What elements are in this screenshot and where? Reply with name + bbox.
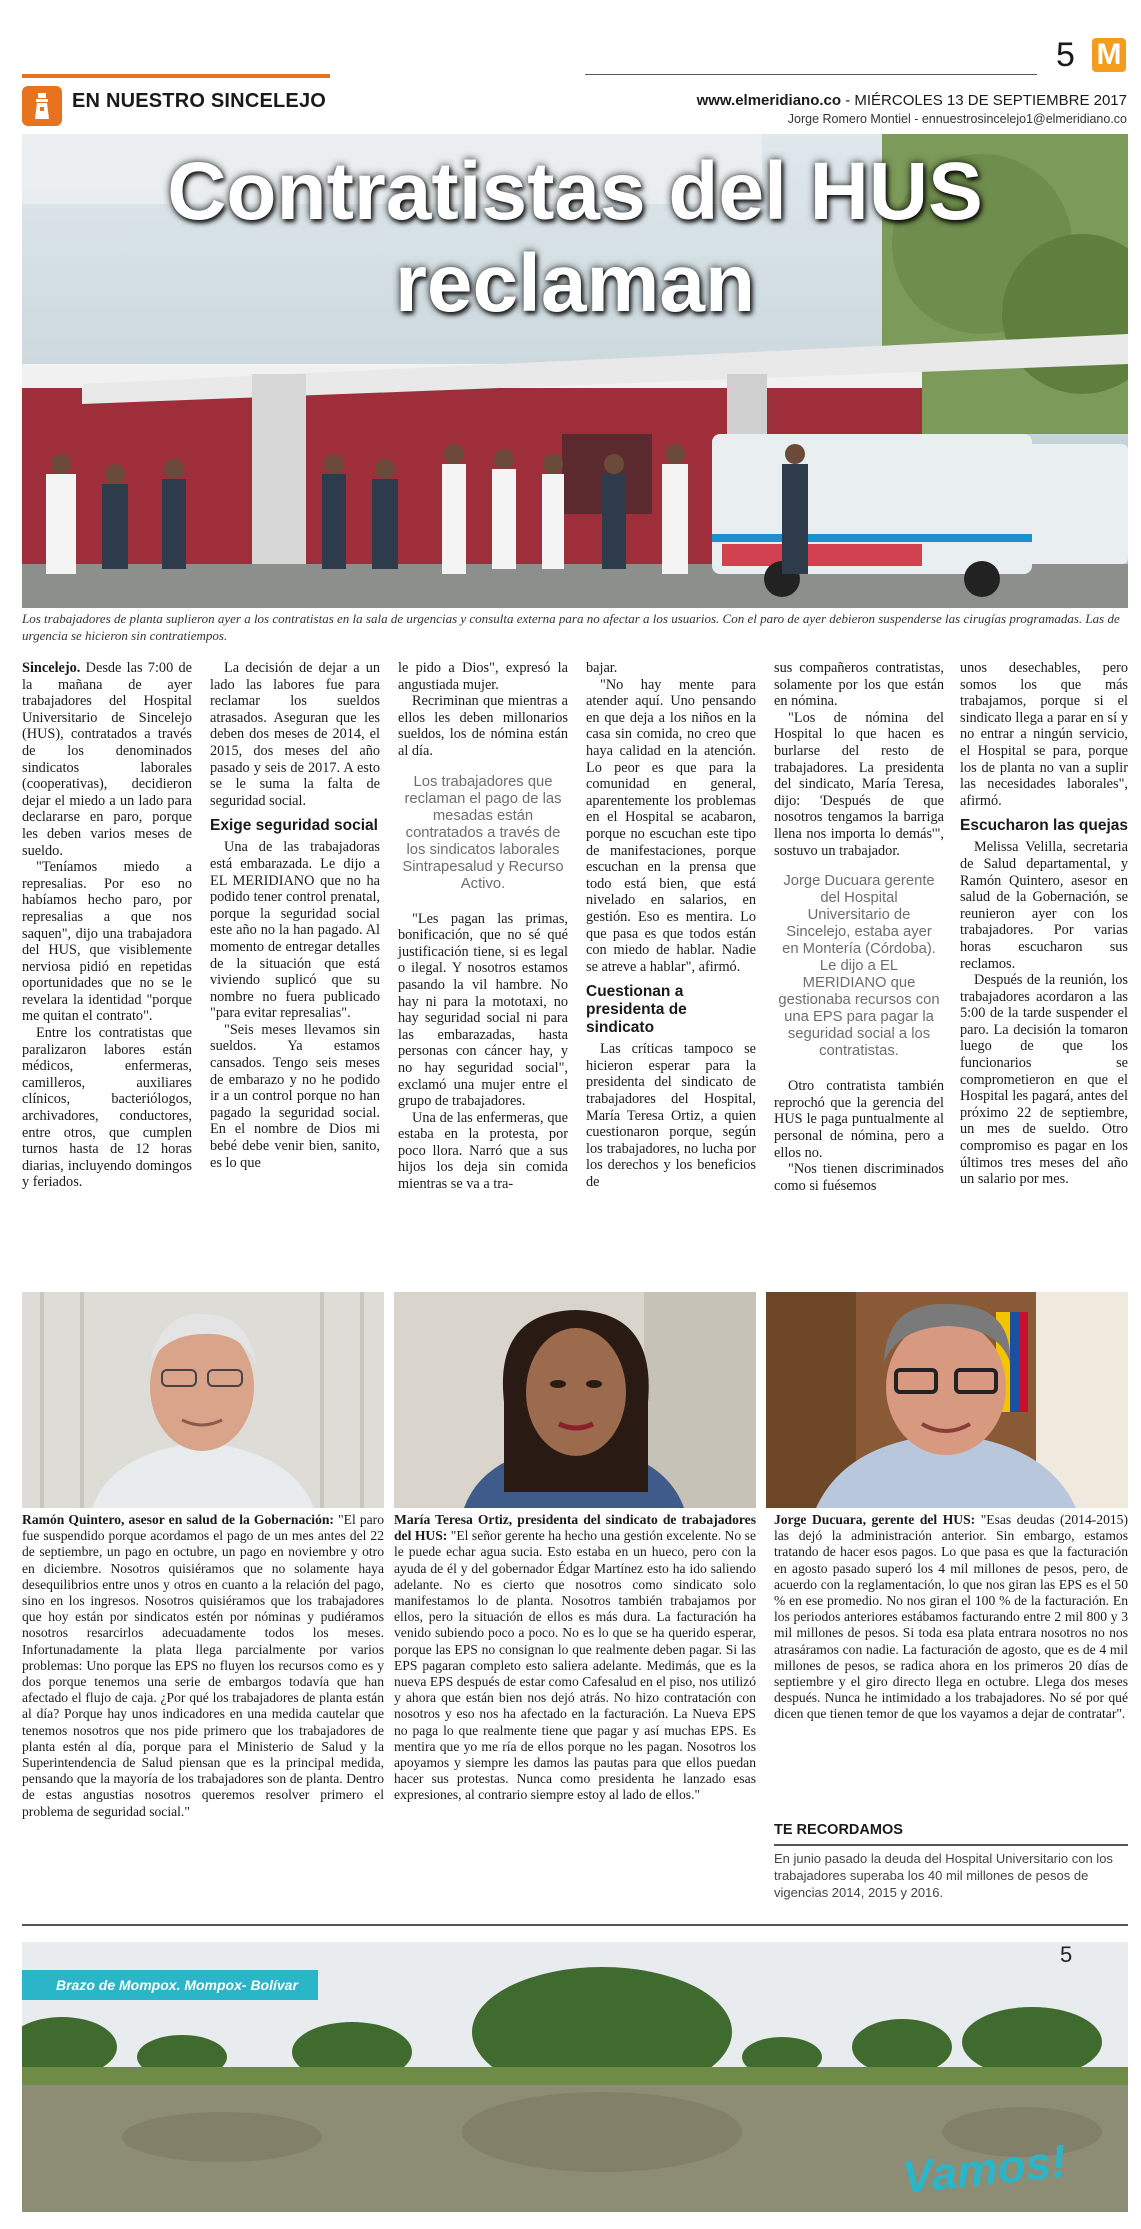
paragraph: Las críticas tampoco se hicieron esperar para la presidenta del sindicato de trabajadores del Hospital, María Teresa Ortiz, a quien cuestionaron porque, según los trabajadores, no lucha por los derechos y los beneficios de xyxy=(586,1041,756,1191)
corner-page-number: 5 xyxy=(1060,1942,1073,1967)
paragraph: "Teníamos miedo a represalias. Por eso no habíamos hecho paro, por represalias a que nos saquen", dijo una trabajadora del HUS, que visiblemente nerviosa pidió en repetidas oportunidades que no se le revelara la identidad "porque me quitan el contrato". xyxy=(22,859,192,1025)
speaker-name: Ramón Quintero, asesor en salud de la Gobernación: xyxy=(22,1512,334,1527)
page-number: 5 xyxy=(1056,36,1075,74)
pull-quote: Los trabajadores que reclaman el pago de las mesadas están contratados a través de los sindicatos laborales Sintrapesalud y Recurso Activo. xyxy=(402,773,564,892)
paragraph: Otro contratista también reprochó que la gerencia del HUS le paga puntualmente al personal de nómina, pero a ellos no. xyxy=(774,1078,944,1161)
article-column-2 xyxy=(210,660,380,1171)
article-column-6 xyxy=(960,660,1128,1188)
vamos-logo: Vamos! xyxy=(899,2134,1069,2204)
subheading: Escucharon las quejas xyxy=(960,817,1128,835)
landscape-photo xyxy=(22,1942,1128,2212)
section-header xyxy=(22,74,330,124)
dateline-city: Sincelejo. xyxy=(22,660,81,676)
speaker-name: María Teresa Ortiz, presidenta del sindicato de trabajadores del HUS: xyxy=(394,1512,756,1544)
paragraph: Desde las 7:00 de la mañana de ayer trabajadores del Hospital Universitario de Sincelejo (HUS), contratados a través de los denominados sindicatos laborales (cooperativas), decidieron dejar el miedo a un lado para declararse en paro, porque les deben varios meses de sueldo. xyxy=(22,660,192,859)
article-column-3 xyxy=(398,660,568,1193)
date: - MIÉRCOLES 13 DE SEPTIEMBRE 2017 xyxy=(841,92,1127,109)
paragraph: Melissa Velilla, secretaria de Salud departamental, y Ramón Quintero, asesor en salud de la Gobernación, se reunieron ayer con los trabajadores. Por varias horas escucharon sus reclamos. xyxy=(960,839,1128,972)
brand-logo: M xyxy=(1092,38,1126,72)
paragraph: "Nos tienen discriminados como si fuésemos xyxy=(774,1161,944,1194)
section-label: EN NUESTRO SINCELEJO xyxy=(72,90,327,112)
paragraph: Recriminan que mientras a ellos les deben millonarios sueldos, los de nómina están al día. xyxy=(398,693,568,759)
article-column-1 xyxy=(22,660,192,1191)
paragraph: Una de las enfermeras, que estaba en la protesta, por poco llora. Narró que a sus hijos los deja sin comida mientras se va a tra- xyxy=(398,1109,568,1193)
quote: "El paro fue suspendido porque acordamos el pago de un mes antes del 22 de septiembre, un pago en octubre, un pago en noviembre y otro en diciembre. Nosotros quisiéramos que no solamente haya desequilibrios entre unos y otros en cuanto a la relación del pago, sino en los ingresos. Nosotros quisiéramos que los trabajadores que hoy están por sindicatos estén por nóminas y pudiéramos nosotros resarcirlos adecuadamente todos los meses. Infortunadamente la plata llega parcialmente por varios problemas: Uno porque las EPS no fluyen los recursos como es y dos porque tenemos una serie de embargos todavía que han afectado el flujo de caja. ¿Por qué los trabajadores de planta están al día? Porque hay unos indicadores en una medida cautelar que tenemos nosotros que nos pide primero que los trabajadores de planta estén al día, porque para el Ministerio de Salud y la Superintendencia de Salud piensan que es la principal medida, pensando que la mayoría de los trabajadores son de planta. Dentro de estas angustias nosotros queremos resolver primero el problema de seguridad social." xyxy=(22,1512,384,1819)
paragraph: le pido a Dios", expresó la angustiada mujer. xyxy=(398,660,568,693)
hero-photo xyxy=(22,134,1128,608)
portrait-ramon-quintero xyxy=(22,1292,384,1508)
lighthouse-icon xyxy=(22,86,62,126)
paragraph: Después de la reunión, los trabajadores acordaron a las 5:00 de la tarde suspender el paro. La decisión la tomaron luego de que los funcionarios se comprometieron en que el Hospital les pagará, antes del próximo 22 de septiembre, un mes de sueldo. Otro compromiso es pagar en los últimos tres meses del año un salario por mes. xyxy=(960,972,1128,1188)
headline-line-1: Contratistas del HUS xyxy=(167,146,983,237)
pull-quote: Jorge Ducuara gerente del Hospital Universitario de Sincelejo, estaba ayer en Montería (Córdoba). Le dijo a EL MERIDIANO que gestionaba recursos con una EPS para pagar la seguridad social a los contratistas. xyxy=(778,873,940,1060)
paragraph: "Les pagan las primas, bonificación, que no sé qué justificación tiene, si es legal o ilegal. Y nosotros estamos pasando la vil hambre. No hay ni para la mototaxi, no hay seguridad social ni para las embarazadas, hasta personas con cáncer hay, y no hay seguridad social", exclamó una mujer entre el grupo de trabajadores. xyxy=(398,910,568,1110)
location-label: Brazo de Mompox. Mompox- Bolívar xyxy=(22,1970,318,2000)
portrait-caption-ortiz xyxy=(394,1512,756,1804)
hero-caption: Los trabajadores de planta suplieron ayer a los contratistas en la sala de urgencias y consulta externa para no afectar a los usuarios. Con el paro de ayer debieron suspenderse las cirugías programadas. Las de urgencia se hicieron sin contratiempos. xyxy=(22,611,1120,643)
paragraph: sus compañeros contratistas, solamente por los que están en nómina. xyxy=(774,660,944,710)
recall-body: En junio pasado la deuda del Hospital Universitario con los trabajadores superaba los 40 mil millones de pesos de vigencias 2014, 2015 y 2016. xyxy=(774,1851,1113,1900)
article-column-4 xyxy=(586,660,756,1191)
article-headline xyxy=(22,146,1128,330)
quote: "Esas deudas (2014-2015) las dejó la administración anterior. Sin embargo, estamos tratando de hacer esos pagos. Lo que pasa es que la facturación en agosto pasado superó los 4 mil millones de pesos, pero, de acuerdo con la reglamentación, lo que nos giran las EPS es el 50 % en ese promedio. No nos giran el 100 % de la facturación. En los periodos anteriores estábamos facturando entre 2 mil 800 y 3 mil millones de pesos. Si toda esa plata entrara nosotros no nos atrasáramos con nadie. La facturación de agosto, que es de 4 mil millones de pesos, se radica ahora en los primeros 20 días de septiembre y el giro directo llega en octubre. Llega dos meses después. Nunca he intimidado a los trabajadores. No sé por qué dicen que tienen temor de que los vayamos a dejar de contratar". xyxy=(774,1512,1128,1722)
recall-heading: TE RECORDAMOS xyxy=(774,1822,1128,1846)
dateline xyxy=(697,92,1127,109)
headline-line-2: reclaman xyxy=(394,238,756,329)
portrait-caption-ducuara xyxy=(774,1512,1128,1723)
byline: Jorge Romero Montiel - ennuestrosincelejo1@elmeridiano.co xyxy=(787,112,1127,126)
paragraph: Entre los contratistas que paralizaron labores están médicos, enfermeras, camilleros, auxiliares clínicos, bacteriólogos, archivadores, conductores, entre otros, que cumplen turnos hasta de 12 horas diarias, incluyendo domingos y feriados. xyxy=(22,1025,192,1191)
website-link[interactable]: www.elmeridiano.co xyxy=(696,92,842,109)
quote: "El señor gerente ha hecho una gestión excelente. No se le puede echar agua sucia. Esto estaba en un hueco, pero con la ayuda de él y del gobernador Édgar Martínez esto ha ido saliendo adelante. No es cierto que nosotros como sindicato solo manifestamos lo de planta. Nosotros también trabajamos por ellos, pero la situación de ellos es más dura. La facturación ha venido subiendo poco a poco. No es lo que se ha querido esperar, porque las EPS no consignan lo que realmente deben pagar. Si las EPS pagaran completo esto saliera adelante. Medimás, que es la nueva EPS después de estar como Cafesalud en el piso, nos utilizó y ahora que están bien nos dejó atrás. No hizo contratación con nosotros y eso nos ha afectado en la facturación. La Nueva EPS no paga lo que realmente tiene que pagar y así muchas EPS. Es mentira que yo me ría de ellos porque no les pagan. Nosotros los apoyamos y siempre les damos las pautas para que ellos puedan hacer sus protestas. Nunca como presidenta he lanzado esas expresiones, al contrario siempre estoy al lado de ellos." xyxy=(394,1528,756,1803)
subheading: Cuestionan a presidenta de sindicato xyxy=(586,983,687,1037)
paragraph: unos desechables, pero somos los que más trabajamos, porque si el sindicato llega a parar en sí y no entrar a ningún servicio, el Hospital se para, porque los de planta no van a suplir las necesidades laborales", afirmó. xyxy=(960,660,1128,809)
portrait-maria-teresa-ortiz xyxy=(394,1292,756,1508)
paragraph: "Seis meses llevamos sin sueldos. Ya estamos cansados. Tengo seis meses de embarazo y no he podido ir a un control porque no han pagado la seguridad social. En el nombre de Dios mi bebé debe venir bien, sanito, es lo que xyxy=(210,1021,380,1171)
paragraph: Una de las trabajadoras está embarazada. Le dijo a EL MERIDIANO que no ha podido tener control prenatal, porque la seguridad social este año no la han pagado. Al momento de entregar detalles de la situación que está viviendo suplicó que su nombre no fuera publicado "para evitar represalias". xyxy=(210,839,380,1022)
paragraph: "Los de nómina del Hospital lo que hacen es burlarse del resto de trabajadores. La presidenta del sindicato, María Teresa, dijo: 'Después de que nosotros tengamos la barriga llena nos importa lo demás'", sostuvo un trabajador. xyxy=(774,709,944,859)
subheading: Exige seguridad social xyxy=(210,817,378,835)
section-divider xyxy=(22,1924,1128,1926)
speaker-name: Jorge Ducuara, gerente del HUS: xyxy=(774,1512,976,1527)
paragraph: La decisión de dejar a un lado las labores fue para reclamar los sueldos atrasados. Aseguran que les deben dos meses de 2014, el 2015, dos meses del año pasado y seis de 2017. A esto se le suma la falta de seguridad social. xyxy=(210,660,380,809)
portrait-jorge-ducuara xyxy=(766,1292,1128,1508)
paragraph: bajar. xyxy=(586,660,618,676)
portrait-caption-quintero xyxy=(22,1512,384,1820)
article-column-5 xyxy=(774,660,944,1194)
header-rule xyxy=(585,74,1037,75)
paragraph: "No hay mente para atender aquí. Uno pensando en que deja a los niños en la casa sin comida, no creo que haya calidad en la atención. Lo peor es que para la comunidad en general, aparentemente los problemas en el Hospital se acabaron, porque no escuchan este tipo de manifestaciones, porque escuchan en la prensa que todo está bien, que está nivelado en salarios, en gestión. Eso es mentira. Lo que pasa es que todos están con miedo de hablar. Nadie se atreve a hablar", afirmó. xyxy=(586,676,756,975)
